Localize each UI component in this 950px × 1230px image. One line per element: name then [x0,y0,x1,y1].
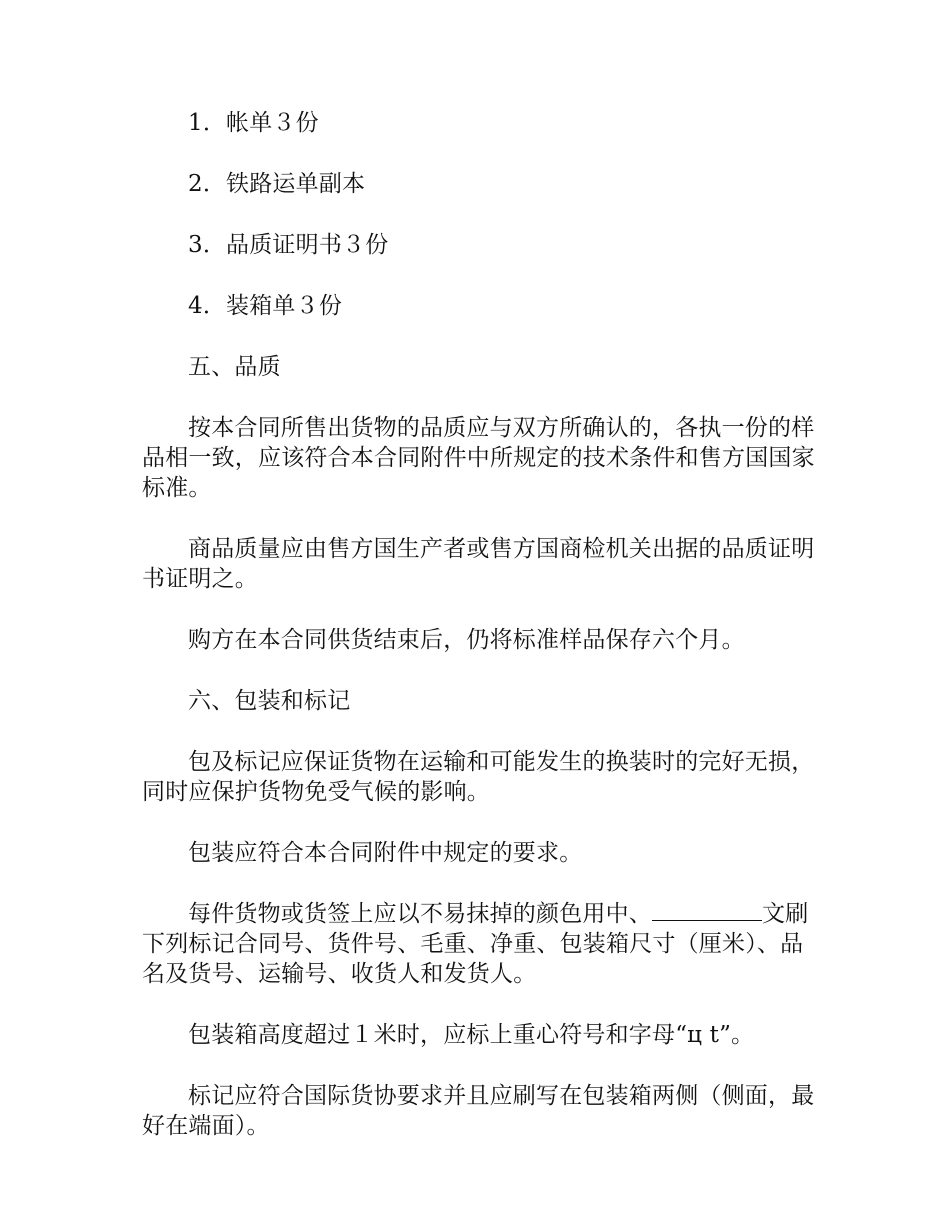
list-item-bill: 1．帐单３份 [188,110,319,136]
marking-text-before: 每件货物或货签上应以不易抹掉的颜色用中、 [188,901,652,927]
paragraph-packing-requirements: 包装应符合本合同附件中规定的要求。 [188,840,583,866]
paragraph-marking-placement: 标记应符合国际货协要求并且应刷写在包装箱两侧（侧面，最好在端面）。 [142,1083,815,1139]
section-heading-quality: 五、品质 [188,354,281,380]
section-heading-packing: 六、包装和标记 [188,688,351,714]
paragraph-packing-protection: 包及标记应保证货物在运输和可能发生的换装时的完好无损，同时应保护货物免受气候的影响。 [142,749,815,805]
marking-text-after: 文刷下列标记合同号、货件号、毛重、净重、包装箱尺寸（厘米）、品名及货号、运输号、收货人和发货人。 [142,901,809,987]
paragraph-center-of-gravity: 包装箱高度超过１米时，应标上重心符号和字母“ц t”。 [188,1022,755,1048]
paragraph-sample-retention: 购方在本合同供货结束后，仍将标准样品保存六个月。 [188,627,745,653]
list-item-railway-waybill: 2．铁路运单副本 [188,171,366,197]
paragraph-marking-details [142,899,818,989]
list-item-packing-list: 4．装箱单３份 [188,293,343,319]
paragraph-quality-conformity: 按本合同所售出货物的品质应与双方所确认的，各执一份的样品相一致，应该符合本合同附件中所规定的技术条件和售方国国家标准。 [142,415,815,501]
list-item-quality-certificate: 3．品质证明书３份 [188,232,389,258]
document-body [142,108,818,1172]
fill-in-blank [652,900,762,921]
paragraph-quality-certificate: 商品质量应由售方国生产者或售方国商检机关出据的品质证明书证明之。 [142,536,815,592]
